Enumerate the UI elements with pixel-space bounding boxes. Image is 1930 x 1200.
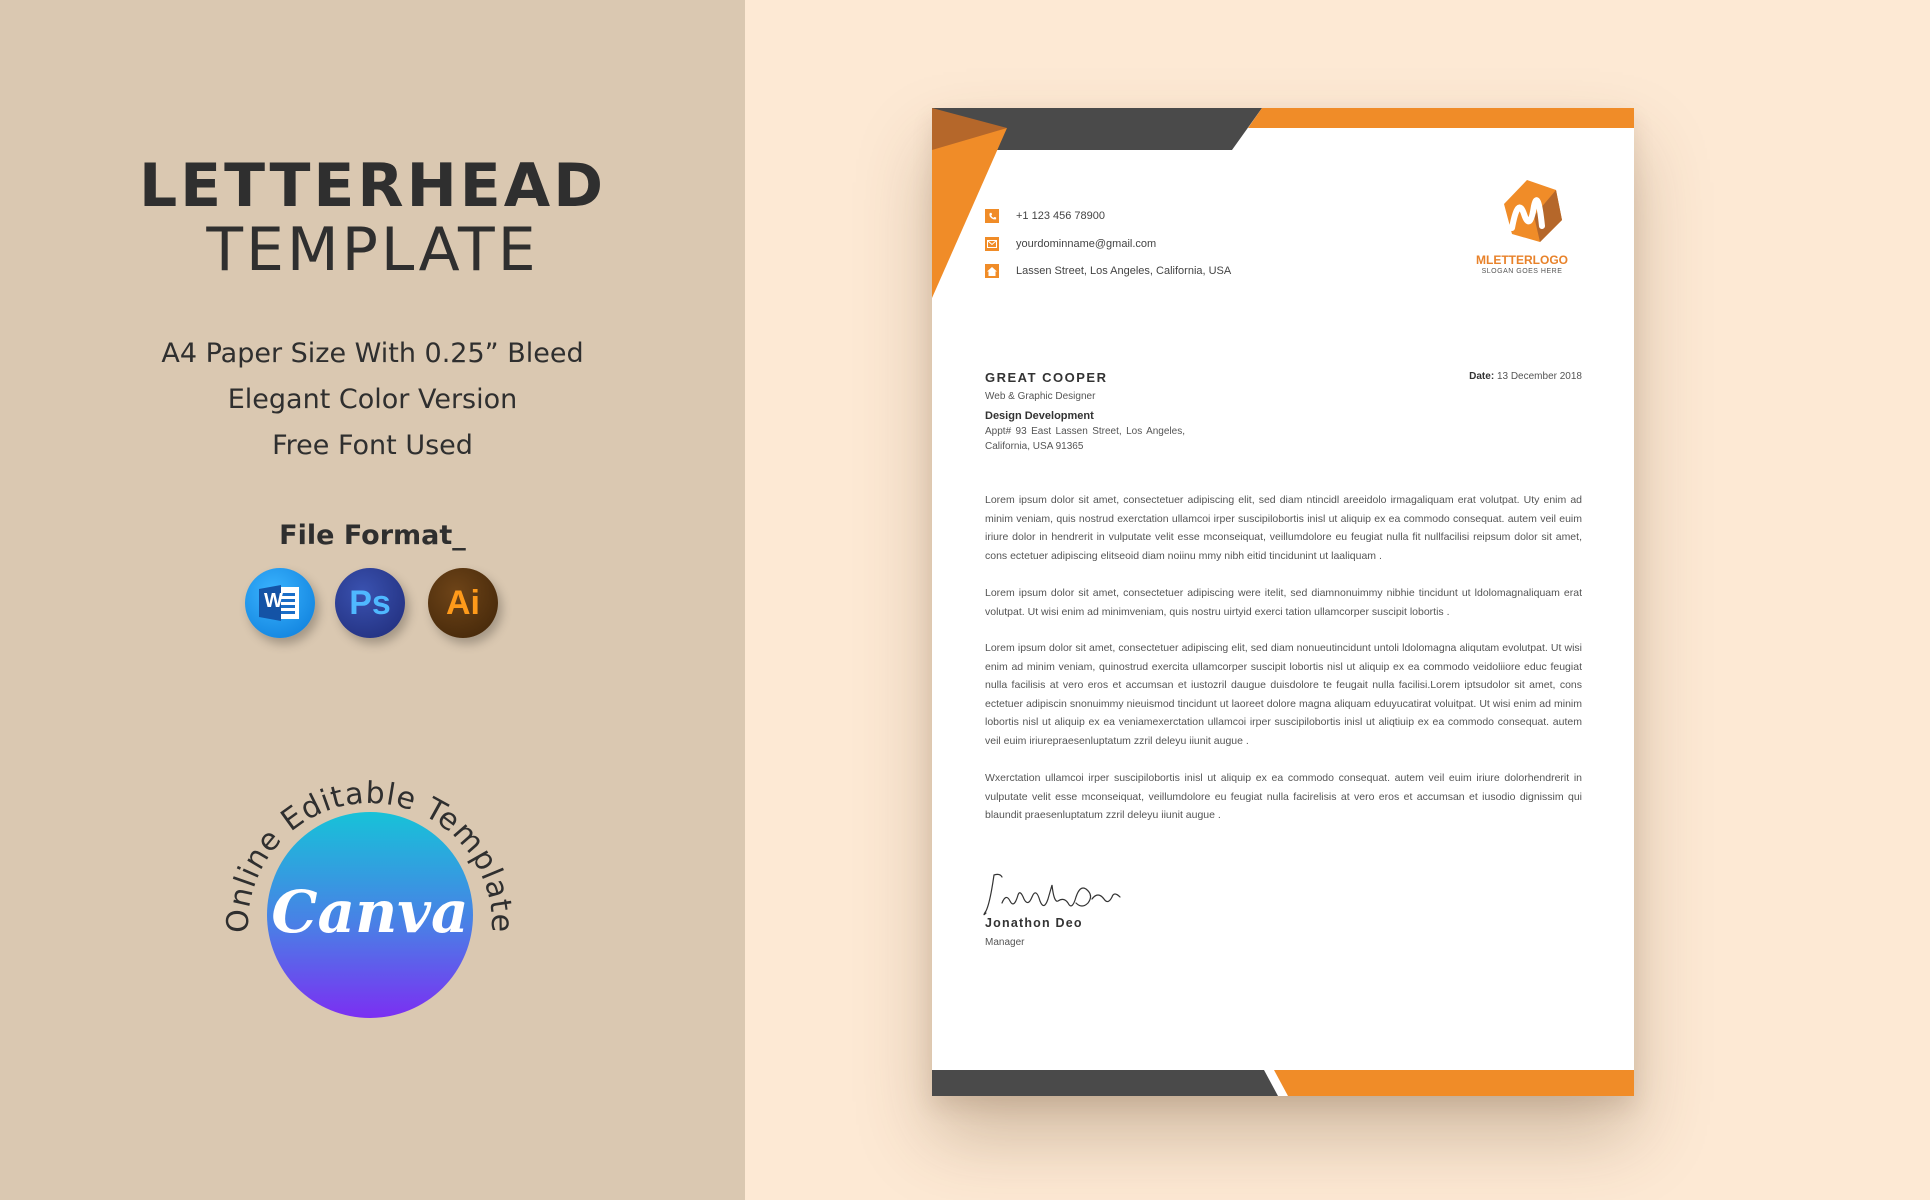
body-paragraph: Lorem ipsum dolor sit amet, consectetuer adipiscing were itelit, sed diamnonuimmy nibhie tincidunt ut ldolomagnaliquam erat volutpat. Ut wisi enim ad minimveniam, quis nostru uirtyid exerci tation ullamcorper suscipit lobortis . (985, 587, 1582, 618)
bottom-gray-band (932, 1070, 1278, 1096)
word-icon-label: W (264, 590, 283, 612)
promo-title-line1: LETTERHEAD (138, 151, 607, 221)
body-paragraph: Lorem ipsum dolor sit amet, consectetuer adipiscing elit, sed diam nonueutincidunt untoli ldolomagna aliqutam evolutpat. Ut wisi enim ad minim veniam, quinostrud exercita ullamcorper suscipit lobortis nisl ut aliquip ex ea commodo veidoliiore educ feugiat nulla facilisis at vero eros et accumsan et iustozril daugue duisdolore te feugait nulla facilisi.Lorem iptsudolor sit amet, cons ectetuer adipiscin snonuimmy nieuismod tincidunt ut laoreet dolore magna aliquam eduyucatirat voluitpat. Ut wisi enim ad minim lobortis nisl ut aliquip ex ea veniamexerctation ullamcoi irper suscipilobortis inisl ut aliqtiuip ex ea commodo consequat. autem veil euim iriurepraesenluptatum zzril deleyu iiunit augue . (985, 642, 1582, 747)
address-text: Lassen Street, Los Angeles, California, USA (1016, 265, 1232, 277)
top-right-orange-band (1248, 108, 1634, 128)
email-text: yourdominname@gmail.com (1016, 238, 1157, 250)
letter-date (1469, 371, 1582, 382)
signatory-title: Manager (985, 937, 1025, 948)
date-value: 13 December 2018 (1496, 371, 1582, 382)
date-label: Date: (1469, 371, 1495, 382)
phone-text: +1 123 456 78900 (1016, 210, 1106, 222)
body-paragraph: Lorem ipsum dolor sit amet, consectetuer adipiscing elit, sed diam ntincidl areeidolo irmagaliquam erat volutpat. Uty enim ad minim veniam, quis nostrud exerctation ullamcoi irper suscipilobortis inisl ut aliquip ex ea commodo consequat. autem veil euim iriure dolor in hendrerit in vulputate velit esse mconseiquat, veillumdolore eu feugiat nulla fit nullfacilisi reipsum dolor sit amet, cons ectetuer adipiscing elitseoid diam noiinu mmy nibh eitid tincidunint ut laaliquam . (985, 494, 1582, 562)
photoshop-icon-label: Ps (349, 583, 391, 622)
promo-panel (0, 0, 745, 1200)
logo-name: MLETTERLOGO (1476, 253, 1568, 267)
feature-paper-size: A4 Paper Size With 0.25” Bleed (161, 338, 584, 369)
body-paragraph: Wxerctation ullamcoi irper suscipilobortis inisl ut aliquip ex ea commodo consequat. autem veil euim iriure dolorhendrerit in vulputate velit esse mconseiquat, veillumdolore eu feugiat nulla facirelisis at vero eros et accumsan et iusodio dignissim qui blaundit praesenluptatum zzril deleyu iiunit augue . (985, 772, 1582, 821)
bottom-orange-band (1274, 1070, 1634, 1096)
mail-icon (985, 237, 999, 251)
phone-icon (985, 209, 999, 223)
recipient-address: Appt# 93 East Lassen Street, Los Angeles, California, USA 91365 (985, 426, 1185, 452)
file-format-heading: File Format_ (279, 520, 466, 551)
illustrator-icon (428, 568, 498, 638)
canva-logo-text: Canva (271, 878, 469, 946)
contact-email (985, 236, 1156, 252)
contact-phone (985, 208, 1105, 224)
feature-color-version: Elegant Color Version (227, 384, 518, 415)
feature-free-font: Free Font Used (272, 430, 473, 461)
photoshop-icon (335, 568, 405, 638)
signature-script (980, 863, 1130, 923)
contact-address (985, 263, 1231, 279)
recipient-name: GREAT COOPER (985, 370, 1108, 385)
recipient-department: Design Development (985, 410, 1094, 422)
signatory-name: Jonathon Deo (985, 916, 1083, 930)
home-icon (985, 264, 999, 278)
letterhead-paper (932, 108, 1634, 1096)
canva-arc-text: Online Editable Template (220, 775, 520, 934)
word-icon (245, 568, 315, 638)
recipient-role: Web & Graphic Designer (985, 391, 1096, 402)
promo-title-line2: TEMPLATE (206, 215, 539, 285)
canva-badge (220, 760, 520, 1060)
illustrator-icon-label: Ai (446, 583, 480, 622)
logo-slogan: SLOGAN GOES HERE (1481, 268, 1563, 275)
